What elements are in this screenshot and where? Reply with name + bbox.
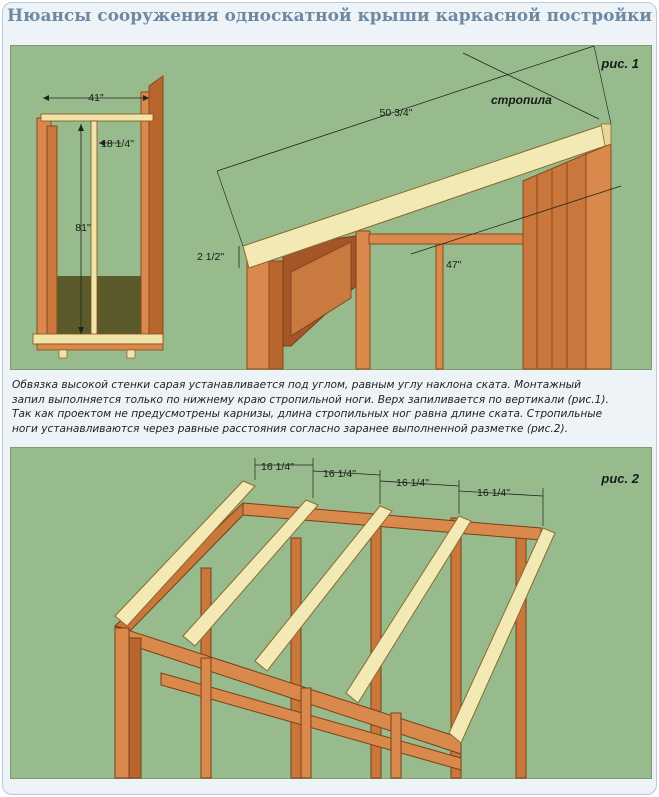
spacing-label: 16 1/4"	[323, 468, 356, 480]
figure-1-label: рис. 1	[601, 56, 639, 71]
figure-1-panel	[10, 45, 652, 370]
figure-2-drawing	[11, 448, 651, 778]
caption-line: Так как проектом не предусмотрены карнизы, длина стропильных ног равна длине ската. Стропильные	[12, 408, 603, 420]
spacing-label: 16 1/4"	[396, 477, 429, 489]
spacing-label: 16 1/4"	[477, 487, 510, 499]
dim-inner-label: 18 1/4"	[101, 138, 134, 150]
dim-rafter-length-label: 50 3/4"	[379, 107, 413, 119]
figure-2-panel	[10, 447, 652, 779]
dim-width-label: 41"	[88, 92, 104, 104]
dim-thickness-label: 2 1/2"	[197, 251, 225, 263]
caption-line: ноги устанавливаются через равные расстояния согласно заранее выполненной разметке (рис.2).	[12, 422, 568, 435]
caption-text	[12, 378, 648, 436]
frame-isometric	[115, 458, 555, 778]
rafter-detail	[217, 46, 621, 369]
spacing-label: 16 1/4"	[261, 461, 294, 473]
figure-1-drawing	[11, 46, 651, 369]
dim-height-label: 81"	[75, 222, 91, 234]
rafter-label: стропила	[491, 93, 552, 107]
caption-line: Обвязка высокой стенки сарая устанавливается под углом, равным углу наклона ската. Монтажный	[12, 379, 582, 391]
page-title: Нюансы сооружения односкатной крыши каркасной постройки	[6, 6, 653, 26]
dim-span-label: 47"	[446, 259, 462, 271]
shed-side-elevation	[33, 76, 163, 358]
figure-2-label: рис. 2	[601, 471, 639, 486]
caption-line: запил выполняется только по нижнему краю стропильной ноги. Верх запиливается по вертикали (рис.1).	[12, 393, 609, 406]
